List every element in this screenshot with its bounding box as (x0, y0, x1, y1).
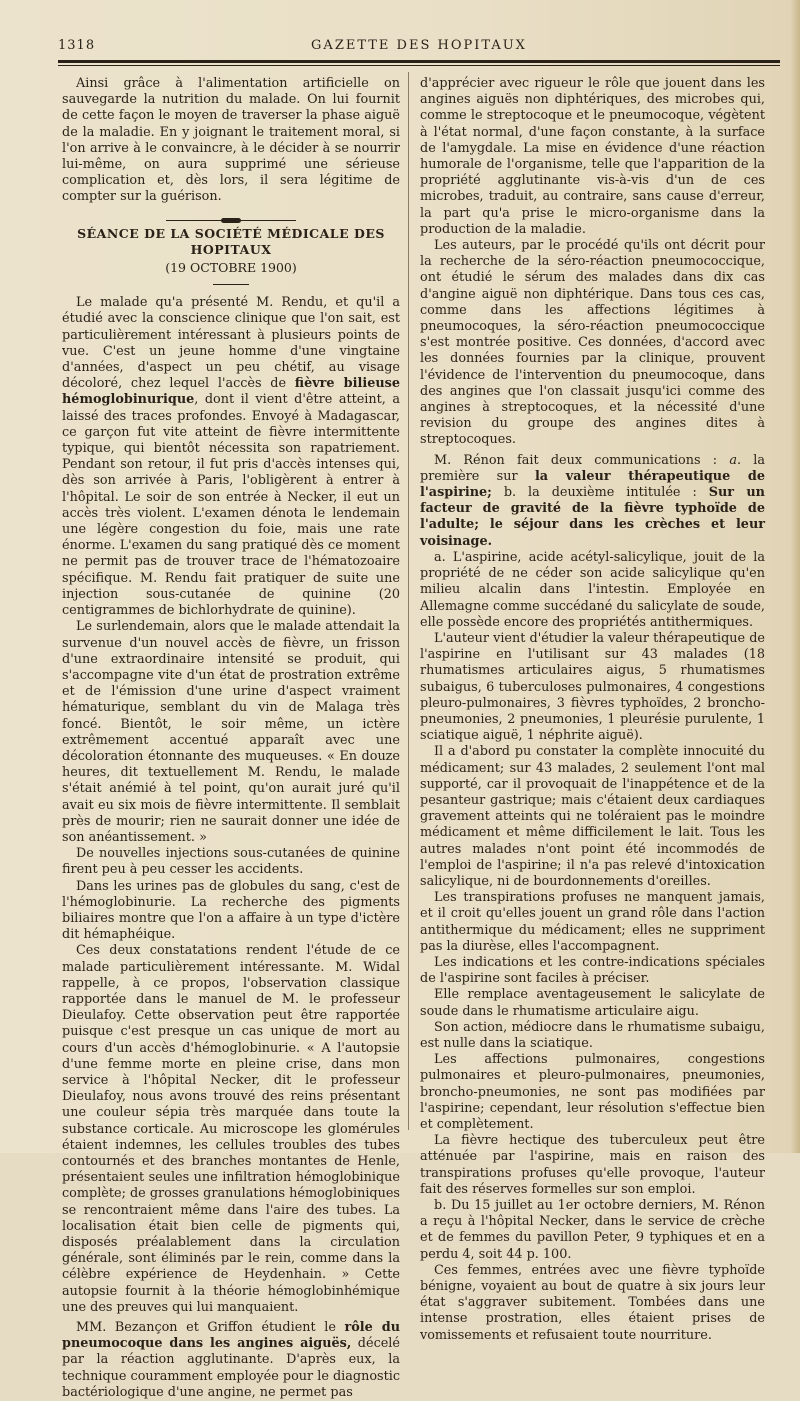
paragraph: Il a d'abord pu constater la complète innocuité du médicament; sur 43 malades, 2 seulement l'ont mal supporté, car il provoquait de l'inappétence et de la pesanteur gastrique; mais c'étaient deux cardiaques gravement atteints qui ne toléraient pas le moindre médicament et même difficilement le lait. Tous les autres malades n'ont point été incommodés de l'emploi de l'aspirine; il n'a pas relevé d'intoxication salicylique, ni de bourdonnements d'oreilles. (420, 744, 765, 889)
paragraph: Le surlendemain, alors que le malade attendait la survenue d'un nouvel accès de fièvre, un frisson d'une extraordinaire intensité se produit, qui s'accompagne vite d'un état de prostration extrême et de l'émission d'une urine d'aspect vraiment hématurique, semblant du vin de Malaga très foncé. Bientôt, le soir même, un ictère extrêmement accentué apparaît avec une décoloration étonnante des muqueuses. « En douze heures, dit textuellement M. Rendu, le malade s'était anémié à tel point, qu'on aurait juré qu'il avait eu six mois de fièvre intermittente. Il semblait près de mourir; rien ne saurait donner une idée de son anéantissement. » (62, 619, 400, 845)
paragraph: Ainsi grâce à l'alimentation artificielle on sauvegarde la nutrition du malade. On lui fournit de cette façon le moyen de traverser la phase aiguë de la maladie. En y joignant le traitement moral, si l'on arrive à le convaincre, à le décider à se nourrir lui-même, on aura supprimé une sérieuse complication et, dès lors, il sera légitime de compter sur la guérison. (62, 76, 400, 205)
page-edge-shadow (790, 0, 800, 1153)
section-date: (19 OCTOBRE 1900) (165, 260, 297, 276)
paragraph: d'apprécier avec rigueur le rôle que jouent dans les angines aiguës non diphtériques, des microbes qui, comme le streptocoque et le pneumocoque, végètent à l'état normal, d'une façon constante, à la surface de l'amygdale. La mise en évidence d'une réaction humorale de l'organisme, telle que l'apparition de la propriété agglutinante vis-à-vis d'un de ces microbes, traduit, au contraire, sans cause d'erreur, la part qu'a prise le micro-organisme dans la production de la maladie. (420, 76, 765, 237)
paragraph: Dans les urines pas de globules du sang, c'est de l'hémoglobinurie. La recherche des pigments biliaires montre que l'on a affaire à un type d'ictère dit hémaphéique. (62, 878, 400, 943)
section-separator (62, 213, 400, 219)
journal-title: GAZETTE DES HOPITAUX (311, 38, 527, 53)
page-header (58, 38, 780, 58)
paragraph: L'auteur vient d'étudier la valeur thérapeutique de l'aspirine en l'utilisant sur 43 malades (18 rhumatismes articulaires aigus, 5 rhumatismes subaigus, 6 tuberculoses pulmonaires, 4 congestions pleuro-pulmonaires, 3 fièvres typhoïdes, 2 broncho-pneumonies, 2 pneumonies, 1 pleurésie purulente, 1 sciatique aiguë, 1 néphrite aiguë). (420, 630, 765, 744)
paragraph: M. Rénon fait deux communications : a. la première sur la valeur thérapeutique de l'aspirine; b. la deuxième intitulée : Sur un facteur de gravité de la fièvre typhoïde de l'adulte; le séjour dans les crèches et leur voisinage. (420, 452, 766, 549)
bold-term: Sur un facteur de gravité de la fièvre typhoïde de l'adulte; le séjour dans les crèches et leur voisinage. (420, 485, 765, 549)
bold-term: rôle du pneumocoque dans les angines aiguës, (62, 1320, 400, 1352)
paragraph: Le malade qu'a présenté M. Rendu, et qu'il a étudié avec la conscience clinique que l'on sait, est particulièrement intéressant à plusieurs points de vue. C'est un jeune homme d'une vingtaine d'années, d'aspect un peu chétif, au visage décoloré, chez lequel l'accès de fièvre bilieuse hémoglobinurique, dont il vient d'être atteint, a laissé des traces profondes. Envoyé à Madagascar, ce garçon fut vite atteint de fièvre intermittente typique, qui bientôt nécessita son rapatriement. Pendant son retour, il fut pris d'accès intenses qui, dès son arrivée à Paris, l'obligèrent à entrer à l'hôpital. Le soir de son entrée à Necker, il eut un accès très violent. L'examen dénota le lendemain une légère congestion du foie, mais une rate énorme. L'examen du sang pratiqué dès ce moment ne permit pas de trouver trace de l'hématozoaire spécifique. M. Rendu fait pratiquer de suite une injection sous-cutanée de quinine (20 centigrammes de bichlorhydrate de quinine). (62, 295, 401, 619)
paragraph: De nouvelles injections sous-cutanées de quinine firent peu à peu cesser les accidents. (62, 846, 400, 878)
paragraph: Les indications et les contre-indications spéciales de l'aspirine sont faciles à préciser. (420, 954, 765, 987)
left-column (62, 76, 400, 1401)
column-divider (408, 72, 409, 1130)
paragraph: Les transpirations profuses ne manquent jamais, et il croit qu'elles jouent un grand rôle dans l'action antithermique du médicament; elles ne suppriment pas la diurèse, elles l'accompagnent. (420, 890, 765, 954)
paragraph: Ces femmes, entrées avec une fièvre typhoïde bénigne, voyaient au bout de quatre à six jours leur état s'aggraver subitement. Tombées dans une intense prostration, elles étaient prises de vomissements et refusaient toute nourriture. (420, 1262, 765, 1343)
paragraph: Ces deux constatations rendent l'étude de ce malade particulièrement intéressante. M. Widal rappelle, à ce propos, l'observation classique rapportée dans le manuel de M. le professeur Dieulafoy. Cette observation peut être rapportée puisque c'est presque un cas unique de mort au cours d'un accès d'hémoglobinurie. « A l'autopsie d'une femme morte en pleine crise, dans mon service à l'hôpital Necker, dit le professeur Dieulafoy, nous avons trouvé des reins présentant une couleur sépia très marquée dans toute la substance corticale. Au microscope les glomérules étaient indemnes, les cellules troubles des tubes contournés et des branches montantes de Henle, présentaient seules une infiltration hémoglobinique complète; de grosses granulations hémoglobiniques se rencontraient même dans l'aire des tubes. La localisation était bien celle de pigments qui, disposés préalablement dans la circulation générale, sont éliminés par le rein, comme dans la célèbre expérience de Heydenhain. » Cette autopsie fournit à la théorie hémoglobinhémique une des preuves qui lui manquaient. (62, 943, 400, 1315)
right-column (420, 76, 765, 1344)
paragraph: La fièvre hectique des tuberculeux peut être atténuée par l'aspirine, mais en raison des transpirations profuses qu'elle provoque, l'auteur fait des réserves formelles sur son emploi. (420, 1133, 765, 1197)
paragraph: MM. Bezançon et Griffon étudient le rôle du pneumocoque dans les angines aiguës, décelé par la réaction agglutinante. D'après eux, la technique couramment employée pour le diagnostic bactériologique d'une angine, ne permet pas (62, 1320, 400, 1400)
paragraph: Son action, médiocre dans le rhumatisme subaigu, est nulle dans la sciatique. (420, 1019, 765, 1051)
paragraph: Les auteurs, par le procédé qu'ils ont décrit pour la recherche de la séro-réaction pneumococcique, ont étudié le sérum des malades dans dix cas d'angine aiguë non diphtérique. Dans tous ces cas, comme dans les affections légitimes à pneumocoques, la séro-réaction pneumococcique s'est montrée positive. Ces données, d'accord avec les données fournies par la clinique, prouvent l'évidence de l'intervention du pneumocoque, dans des angines que l'on classait jusqu'ici comme des angines à streptocoques, et la nécessité d'une revision du groupe des angines dites à streptocoques. (420, 238, 765, 448)
short-rule (213, 284, 249, 285)
paragraph: b. Du 15 juillet au 1er octobre derniers, M. Rénon a reçu à l'hôpital Necker, dans le service de crèche et de femmes du pavillon Peter, 9 typhiques et en a perdu 4, soit 44 p. 100. (420, 1198, 765, 1262)
header-rule-thick (58, 60, 780, 63)
paragraph: Les affections pulmonaires, congestions pulmonaires et pleuro-pulmonaires, pneumonies, broncho-pneumonies, ne sont pas modifiées par l'aspirine; cependant, leur résolution s'effectue bien et complètement. (420, 1052, 765, 1132)
header-rule-thin (58, 65, 780, 66)
bold-term: fièvre bilieuse hémoglobinurique (62, 376, 401, 408)
section-title: SÉANCE DE LA SOCIÉTÉ MÉDICALE DES HOPITAUX (77, 225, 385, 257)
paragraph: a. L'aspirine, acide acétyl-salicylique, jouit de la propriété de ne céder son acide salicylique qu'en milieu alcalin dans l'intestin. Employée en Allemagne comme succédané du salicylate de soude, elle possède encore des propriétés antithermiques. (420, 549, 765, 630)
bold-term: la valeur thérapeutique de l'aspirine; (420, 468, 766, 501)
page-number: 1318 (58, 38, 96, 53)
paragraph: Elle remplace aventageusement le salicylate de soude dans le rhumatisme articulaire aigu. (420, 987, 765, 1019)
